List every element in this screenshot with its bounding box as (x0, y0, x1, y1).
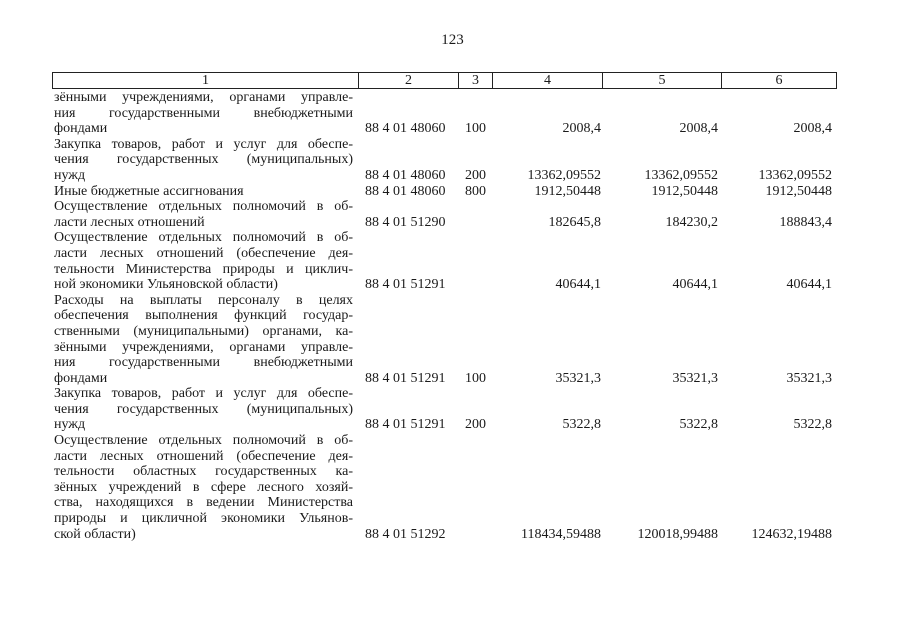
row-budget-code: 88 4 01 48060 (365, 183, 446, 199)
row-description (54, 293, 353, 387)
description-line: обеспечения выполнения функций государ- (54, 308, 353, 324)
row-value-col6: 1912,50448 (765, 183, 832, 199)
table-row (54, 137, 836, 184)
row-value-col6: 124632,19488 (751, 526, 832, 542)
row-value-col6: 2008,4 (793, 121, 832, 137)
column-header-2: 2 (359, 73, 459, 89)
description-line: зёнными учреждениями, органами управле- (54, 339, 353, 355)
description-line: Иные бюджетные ассигнования (54, 183, 244, 199)
row-value-col4: 182645,8 (548, 214, 601, 230)
description-line: ния государственными внебюджетными (54, 105, 353, 121)
description-line: Осуществление отдельных полномочий в об- (54, 230, 353, 246)
row-value-col5: 184230,2 (665, 214, 718, 230)
row-description (54, 199, 353, 230)
column-header-3: 3 (459, 73, 493, 89)
description-line: Закупка товаров, работ и услуг для обеспе- (54, 386, 353, 402)
description-line: нужд (54, 417, 86, 433)
description-line: чения государственных (муниципальных) (54, 152, 353, 168)
description-line: зёнными учреждениями, органами управле- (54, 90, 353, 105)
page-number: 123 (441, 32, 464, 48)
row-value-col5: 13362,09552 (644, 167, 718, 183)
description-line: природы и цикличной экономики Ульянов- (54, 511, 353, 527)
table-row (54, 433, 836, 542)
description-line: ной экономики Ульяновской области) (54, 277, 278, 293)
column-header-row (53, 73, 837, 89)
row-description (54, 90, 353, 137)
row-expense-type: 200 (465, 167, 486, 183)
row-value-col5: 120018,99488 (637, 526, 718, 542)
table-row (54, 386, 836, 433)
row-expense-type: 100 (465, 121, 486, 137)
row-value-col4: 2008,4 (562, 121, 601, 137)
row-value-col4: 1912,50448 (534, 183, 601, 199)
column-header-6: 6 (722, 73, 837, 89)
table-row (54, 90, 836, 137)
row-value-col5: 1912,50448 (651, 183, 718, 199)
description-line: ственными (муниципальными) органами, ка- (54, 323, 353, 339)
column-header-table (52, 72, 837, 89)
row-expense-type: 100 (465, 370, 486, 386)
row-value-col6: 188843,4 (779, 214, 832, 230)
column-header-1: 1 (53, 73, 359, 89)
row-value-col6: 35321,3 (786, 370, 832, 386)
row-description (54, 386, 353, 433)
row-value-col5: 40644,1 (672, 277, 718, 293)
description-line: ласти лесных отношений (обеспечение дея- (54, 448, 353, 464)
description-line: ния государственными внебюджетными (54, 355, 353, 371)
row-budget-code: 88 4 01 48060 (365, 167, 446, 183)
description-line: нужд (54, 167, 86, 183)
row-budget-code: 88 4 01 51291 (365, 417, 446, 433)
row-budget-code: 88 4 01 51291 (365, 370, 446, 386)
column-header-5: 5 (603, 73, 722, 89)
column-header-4: 4 (493, 73, 603, 89)
description-line: ласти лесных отношений (обеспечение дея- (54, 245, 353, 261)
row-description (54, 433, 353, 542)
row-description (54, 184, 353, 200)
description-line: ласти лесных отношений (54, 214, 205, 230)
row-value-col6: 13362,09552 (758, 167, 832, 183)
description-line: Осуществление отдельных полномочий в об- (54, 433, 353, 449)
description-line: ской области) (54, 526, 136, 542)
row-value-col4: 40644,1 (555, 277, 601, 293)
row-value-col6: 5322,8 (793, 417, 832, 433)
row-value-col4: 5322,8 (562, 417, 601, 433)
description-line: Расходы на выплаты персоналу в целях (54, 292, 353, 308)
row-budget-code: 88 4 01 51292 (365, 526, 446, 542)
description-line: фондами (54, 121, 108, 137)
row-expense-type: 800 (465, 183, 486, 199)
description-line: тельности областных государственных ка- (54, 464, 353, 480)
row-value-col5: 2008,4 (679, 121, 718, 137)
row-value-col5: 5322,8 (679, 417, 718, 433)
row-budget-code: 88 4 01 51290 (365, 214, 446, 230)
row-expense-type: 200 (465, 417, 486, 433)
description-line: ства, находящихся в ведении Министерства (54, 495, 353, 511)
description-line: тельности Министерства природы и циклич- (54, 261, 353, 277)
description-line: чения государственных (муниципальных) (54, 401, 353, 417)
row-value-col6: 40644,1 (786, 277, 832, 293)
description-line: Закупка товаров, работ и услуг для обеспе- (54, 136, 353, 152)
budget-table-body (54, 90, 836, 542)
table-row (54, 230, 836, 292)
table-row (54, 184, 836, 200)
row-budget-code: 88 4 01 48060 (365, 121, 446, 137)
row-value-col4: 118434,59488 (521, 526, 601, 542)
description-line: зённых учреждений в сфере лесного хозяй- (54, 479, 353, 495)
description-line: фондами (54, 370, 108, 386)
row-value-col4: 13362,09552 (527, 167, 601, 183)
row-budget-code: 88 4 01 51291 (365, 277, 446, 293)
table-row (54, 199, 836, 230)
row-value-col5: 35321,3 (672, 370, 718, 386)
row-description (54, 137, 353, 184)
row-description (54, 230, 353, 292)
description-line: Осуществление отдельных полномочий в об- (54, 199, 353, 215)
row-value-col4: 35321,3 (555, 370, 601, 386)
table-row (54, 293, 836, 387)
